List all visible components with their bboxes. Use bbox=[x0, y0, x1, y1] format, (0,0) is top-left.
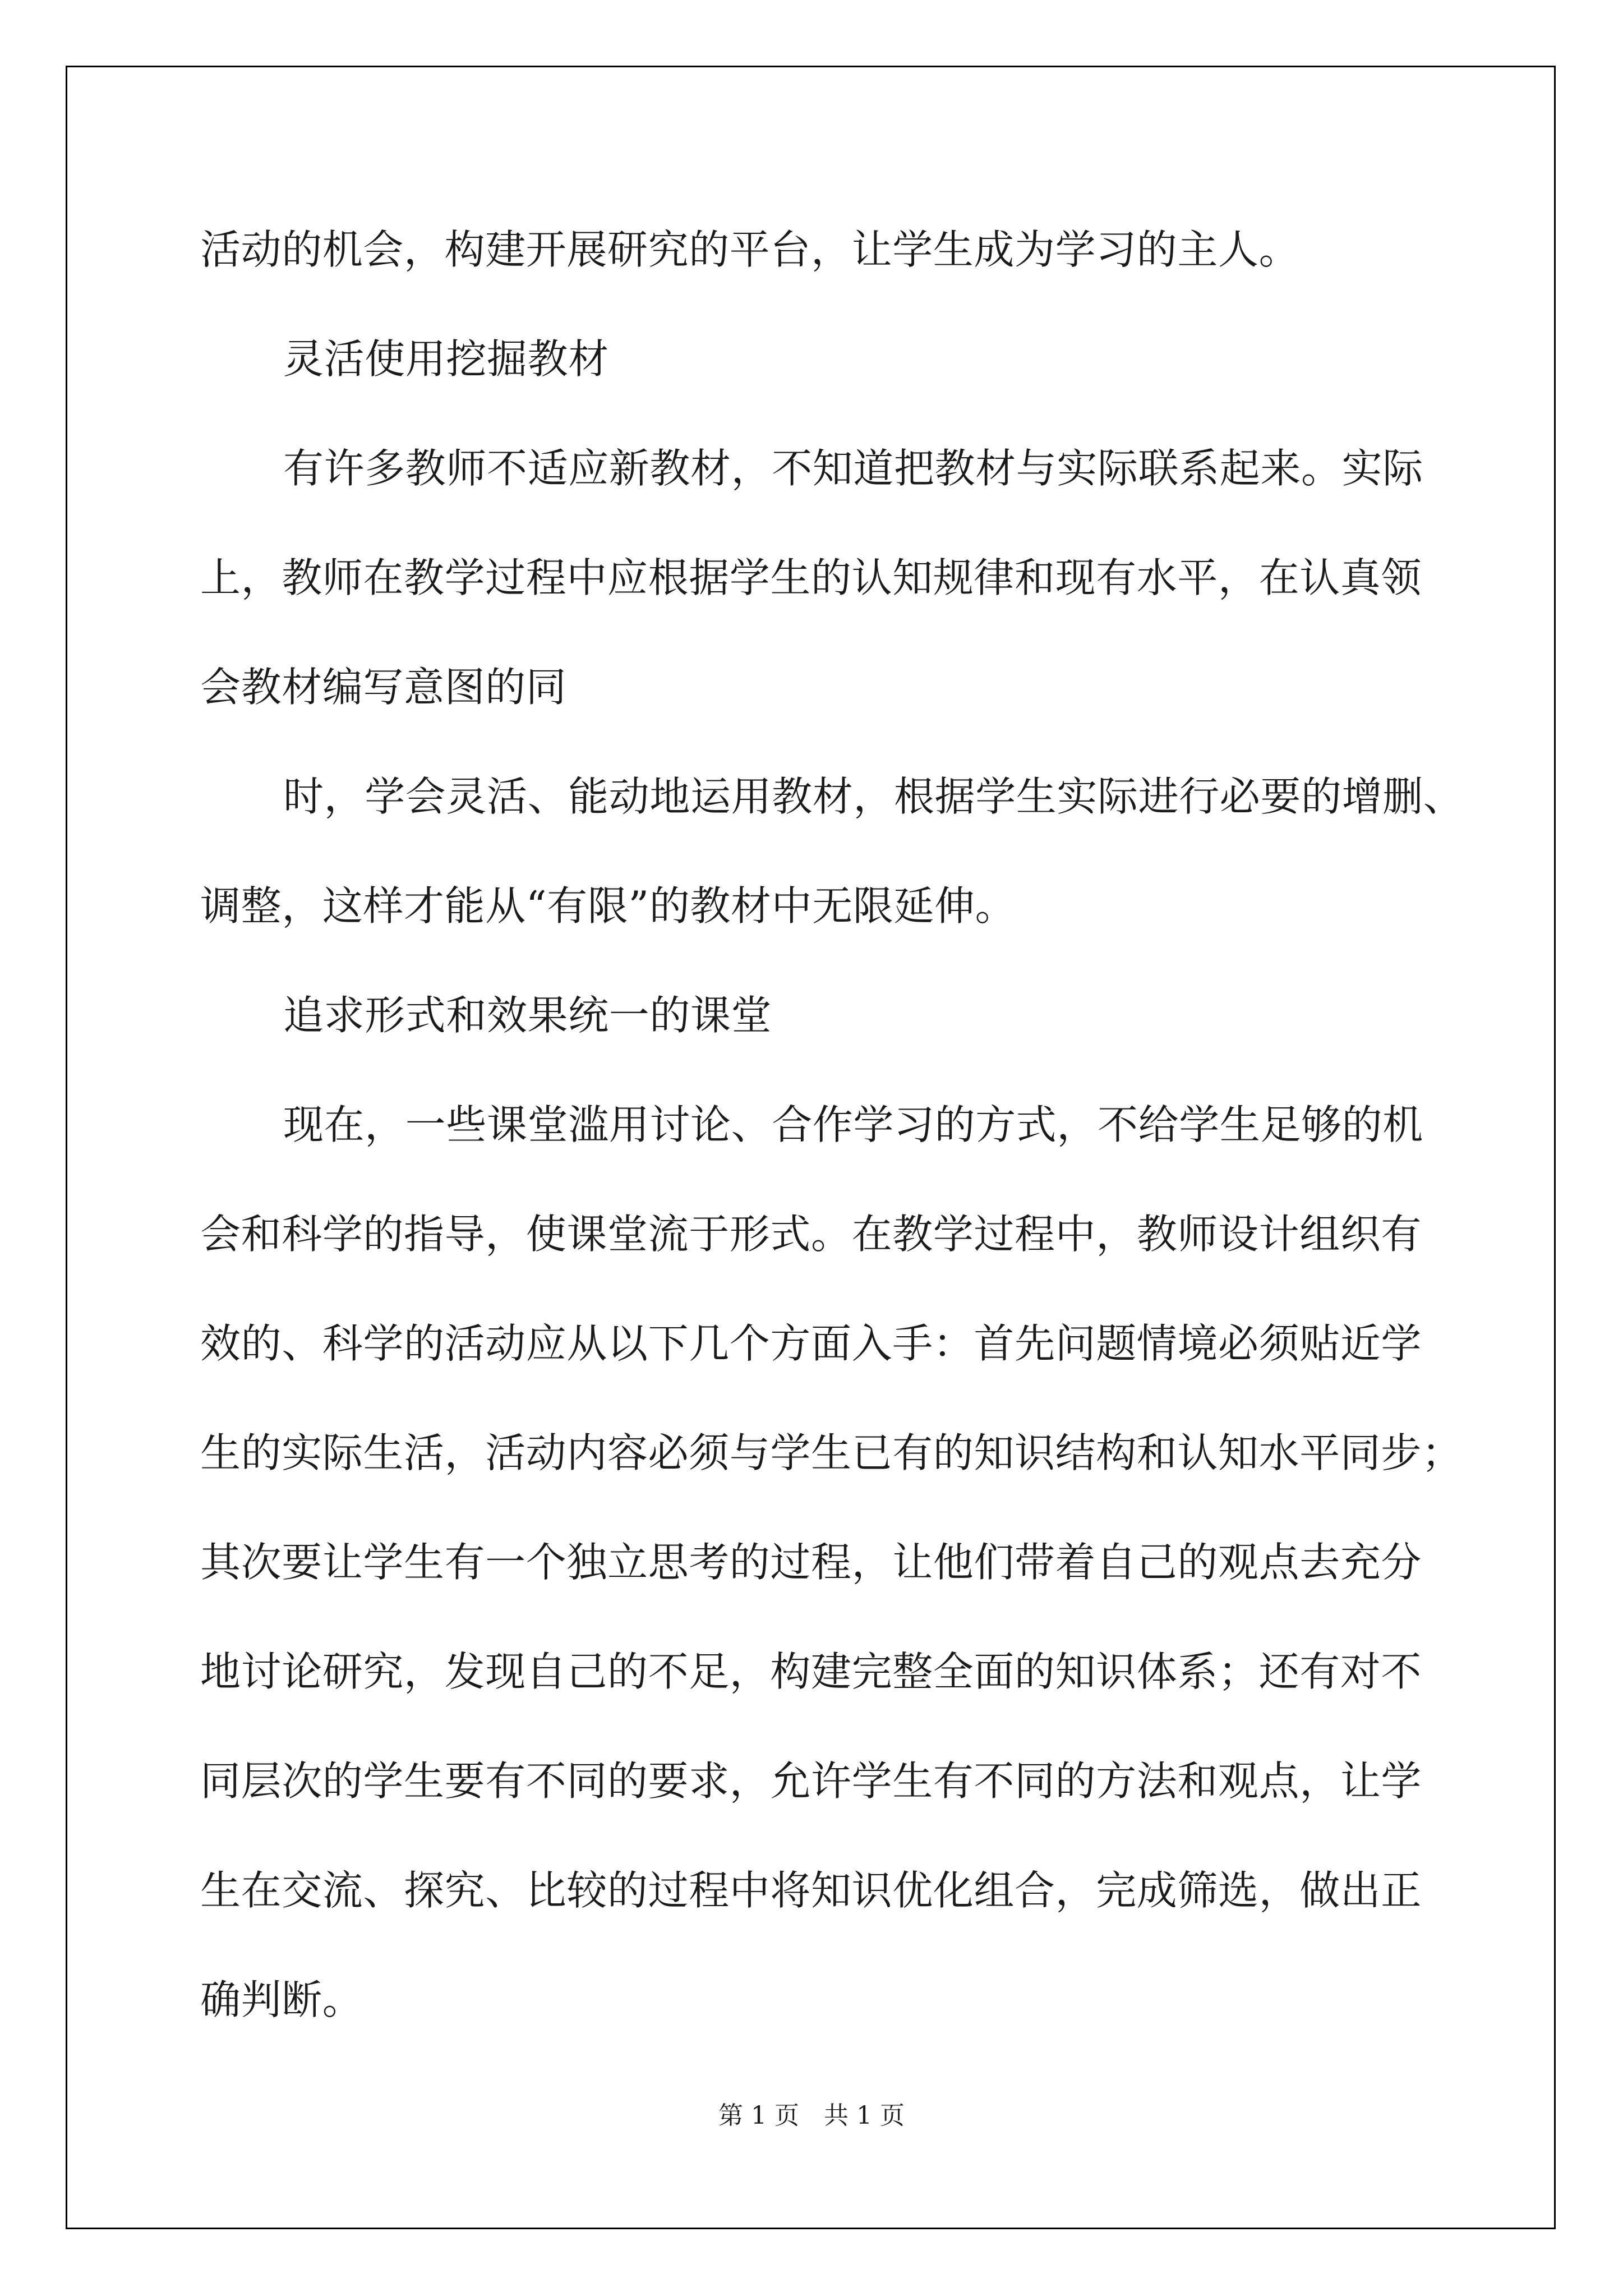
body-line-10: 会和科学的指导，使课堂流于形式。在教学过程中，教师设计组织有 bbox=[200, 1211, 1422, 1258]
heading-flexible-use-of-textbook: 灵活使用挖掘教材 bbox=[283, 335, 609, 383]
body-line-12: 生的实际生活，活动内容必须与学生已有的知识结构和认知水平同步； bbox=[200, 1429, 1463, 1476]
body-line-15: 同层次的学生要有不同的要求，允许学生有不同的方法和观点，让学 bbox=[200, 1757, 1422, 1805]
body-line-16: 生在交流、探究、比较的过程中将知识优化组合，完成筛选，做出正 bbox=[200, 1867, 1422, 1914]
body-line-7: 调整，这样才能从“有限”的教材中无限延伸。 bbox=[200, 882, 1016, 930]
body-line-14: 地讨论研究，发现自己的不足，构建完整全面的知识体系；还有对不 bbox=[200, 1648, 1422, 1695]
body-line-3: 有许多教师不适应新教材，不知道把教材与实际联系起来。实际 bbox=[283, 445, 1423, 492]
body-line-11: 效的、科学的活动应从以下几个方面入手：首先问题情境必须贴近学 bbox=[200, 1320, 1422, 1367]
body-line-6: 时，学会灵活、能动地运用教材，根据学生实际进行必要的增删、 bbox=[283, 773, 1464, 820]
body-line-9: 现在，一些课堂滥用讨论、合作学习的方式，不给学生足够的机 bbox=[283, 1101, 1423, 1148]
heading-unified-classroom: 追求形式和效果统一的课堂 bbox=[283, 992, 772, 1039]
body-line-4: 上，教师在教学过程中应根据学生的认知规律和现有水平，在认真领 bbox=[200, 554, 1422, 601]
body-line-1: 活动的机会，构建开展研究的平台，让学生成为学习的主人。 bbox=[200, 226, 1300, 273]
page-number-footer: 第 1 页 共 1 页 bbox=[718, 2101, 905, 2130]
body-line-17: 确判断。 bbox=[200, 1976, 363, 2023]
body-line-13: 其次要让学生有一个独立思考的过程，让他们带着自己的观点去充分 bbox=[200, 1539, 1422, 1586]
body-line-5: 会教材编写意图的同 bbox=[200, 664, 567, 711]
